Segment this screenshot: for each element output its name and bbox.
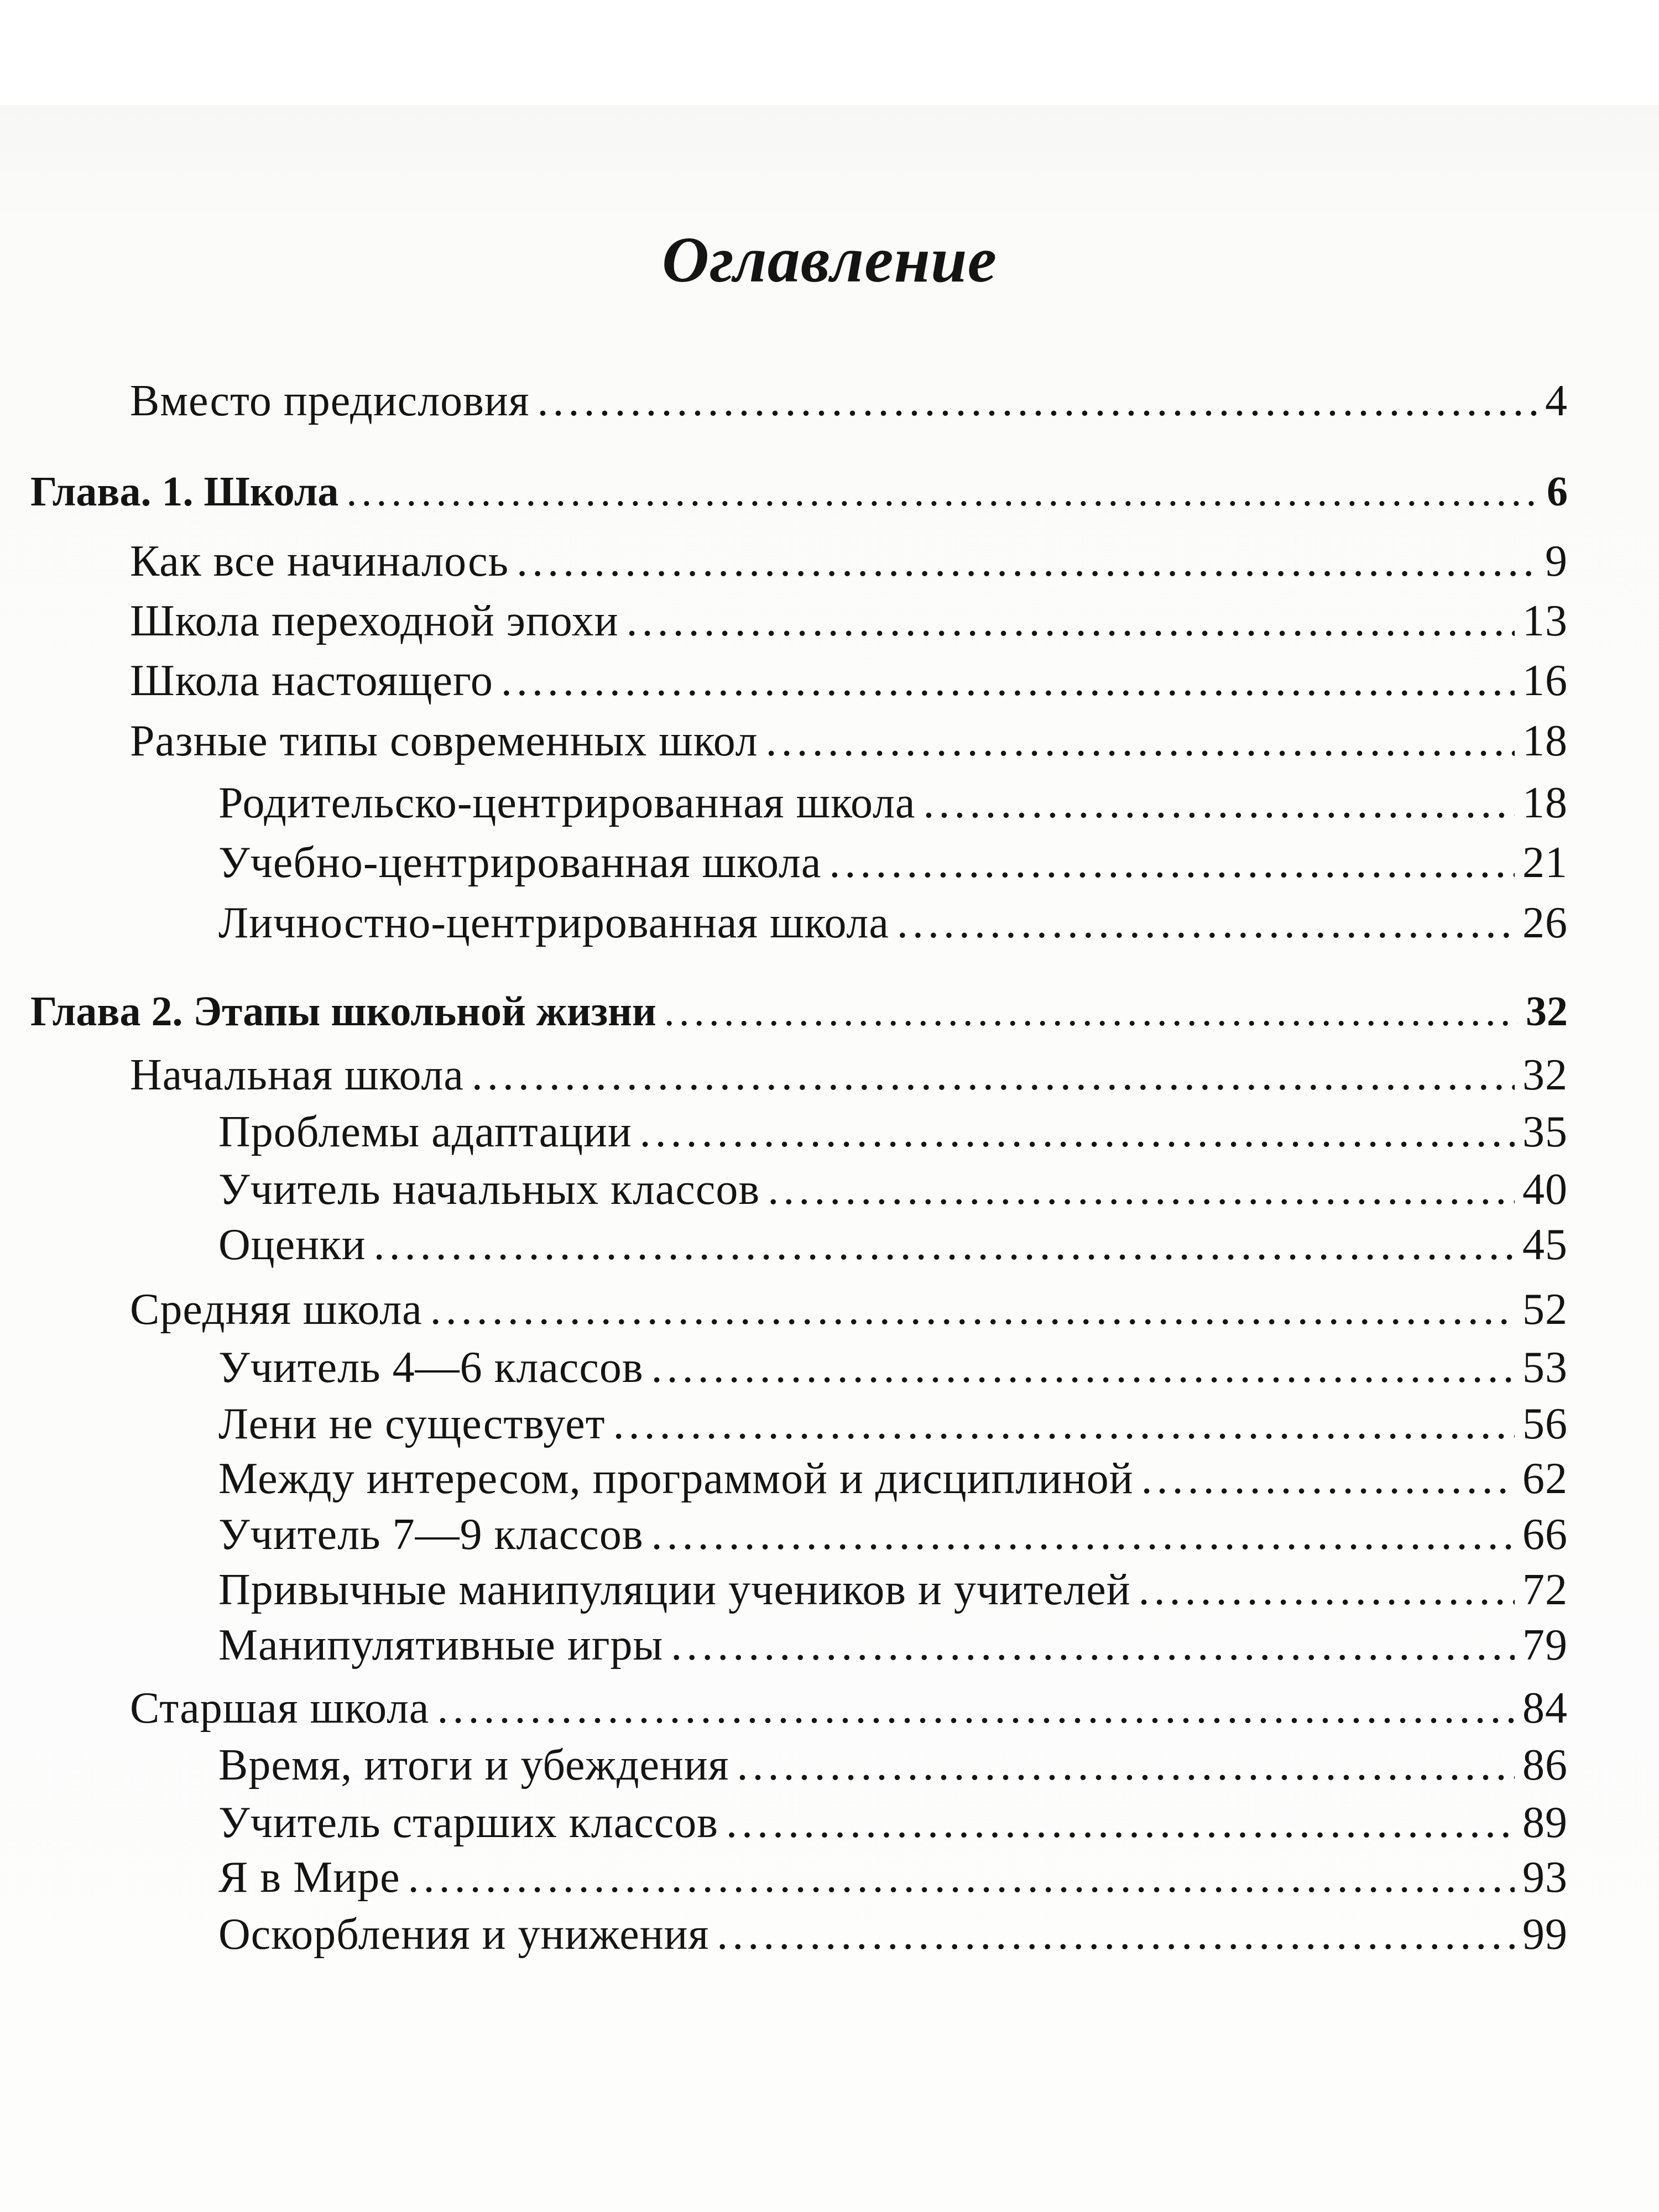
toc-page-number: 52 [1522,1285,1568,1334]
toc-entry-label: Школа настоящего [130,656,493,705]
toc-dot-leader [664,984,1518,1039]
toc-page-number: 72 [1522,1566,1568,1614]
toc-dot-leader [671,1618,1515,1673]
toc-dot-leader [613,1396,1515,1452]
toc-page-number: 18 [1522,779,1568,827]
toc-entry [130,373,1568,429]
toc-dot-leader [737,1738,1515,1793]
toc-entry-label: Привычные манипуляции учеников и учителей [218,1566,1131,1614]
toc-page-number: 32 [1526,988,1568,1035]
toc-entry [218,1795,1568,1850]
toc-chapter-entry [30,464,1568,519]
toc-page-number: 89 [1522,1798,1568,1847]
toc-entry-label: Начальная школа [130,1051,464,1099]
toc-dot-leader [627,593,1515,649]
toc-entry [218,835,1568,890]
toc-dot-leader [766,713,1515,769]
toc-page-number: 35 [1522,1108,1568,1156]
toc-entry [130,1681,1568,1736]
toc-entry-label: Учитель начальных классов [218,1165,760,1214]
toc-page-number: 79 [1522,1621,1568,1670]
toc-dot-leader [346,464,1539,519]
toc-dot-leader [472,1047,1515,1103]
toc-title: Оглавление [662,223,997,296]
toc-entry [218,1738,1568,1793]
toc-entry [130,713,1568,769]
toc-page-number: 99 [1522,1910,1568,1959]
toc-entry [218,1562,1568,1618]
toc-dot-leader [517,534,1537,589]
toc-page-number: 66 [1522,1510,1568,1559]
toc-entry-label: Манипулятивные игры [218,1621,664,1670]
toc-page-number: 21 [1522,838,1568,887]
toc-entry [218,1451,1568,1506]
toc-entry-label: Оценки [218,1220,366,1269]
toc-dot-leader [1139,1562,1515,1618]
toc-entry [130,1282,1568,1337]
toc-dot-leader [430,1282,1515,1337]
toc-entry-label: Родительско-центрированная школа [218,779,916,827]
toc-dot-leader [437,1681,1515,1736]
toc-entry-label: Лени не существует [218,1400,606,1448]
toc-page-number: 16 [1522,656,1568,705]
toc-entry-label: Школа переходной эпохи [130,597,619,645]
toc-page-number: 18 [1522,717,1568,765]
toc-dot-leader [768,1162,1515,1217]
toc-entry [130,1047,1568,1103]
toc-page-number: 56 [1522,1400,1568,1448]
toc-entry-label: Учебно-центрированная школа [218,838,822,887]
toc-page-number: 9 [1545,537,1568,586]
toc-entry-label: Учитель старших классов [218,1798,719,1847]
toc-page-number: 26 [1522,899,1568,947]
toc-entry [130,593,1568,649]
toc-entry-label: Личностно-центрированная школа [218,899,889,947]
toc-page-number: 53 [1522,1343,1568,1392]
toc-page-number: 13 [1522,597,1568,645]
toc-dot-leader [538,373,1538,429]
toc-entry-label: Глава 2. Этапы школьной жизни [30,988,656,1035]
toc-page-number: 40 [1522,1165,1568,1214]
toc-dot-leader [726,1795,1515,1850]
toc-page-number: 45 [1522,1220,1568,1269]
toc-page-number: 93 [1522,1853,1568,1902]
toc-entry-label: Разные типы современных школ [130,717,758,765]
toc-page-number: 84 [1522,1684,1568,1733]
toc-dot-leader [829,835,1515,890]
toc-page-number: 86 [1522,1741,1568,1790]
toc-dot-leader [897,895,1515,951]
toc-dot-leader [640,1104,1515,1160]
toc-entry [218,1850,1568,1905]
toc-entry-label: Я в Мире [218,1853,400,1902]
toc-entry-label: Учитель 4—6 классов [218,1343,644,1392]
toc-entry-label: Оскорбления и унижения [218,1910,709,1959]
toc-page-number: 4 [1545,377,1568,425]
toc-chapter-entry [30,984,1568,1039]
toc-entry [218,1396,1568,1452]
toc-dot-leader [1141,1451,1515,1506]
toc-page-number: 6 [1547,468,1568,515]
toc-dot-leader [501,653,1515,708]
toc-entry-label: Вместо предисловия [130,377,530,425]
toc-entry [218,1340,1568,1395]
toc-entry-label: Между интересом, программой и дисциплиной [218,1454,1134,1503]
toc-entry-label: Средняя школа [130,1285,422,1334]
toc-entry-label: Глава. 1. Школа [30,468,339,515]
toc-dot-leader [374,1217,1515,1272]
toc-page-number: 32 [1522,1051,1568,1099]
toc-dot-leader [923,775,1515,831]
toc-entry [130,653,1568,708]
toc-entry [218,1162,1568,1217]
toc-entry [218,1507,1568,1562]
toc-dot-leader [651,1507,1515,1562]
toc-page-number: 62 [1522,1454,1568,1503]
toc-entry-label: Время, итоги и убеждения [218,1741,729,1790]
toc-entry-label: Как все начиналось [130,537,509,586]
toc-entry [218,895,1568,951]
toc-entry-label: Учитель 7—9 классов [218,1510,644,1559]
toc-entry [218,1618,1568,1673]
toc-entry [218,1104,1568,1160]
toc-dot-leader [717,1907,1515,1962]
toc-dot-leader [651,1340,1515,1395]
toc-entry [218,775,1568,831]
toc-entry-label: Старшая школа [130,1684,430,1733]
toc-entry [130,534,1568,589]
toc-entry-label: Проблемы адаптации [218,1108,632,1156]
toc-entry [218,1217,1568,1272]
toc-dot-leader [408,1850,1515,1905]
toc-entry [218,1907,1568,1962]
